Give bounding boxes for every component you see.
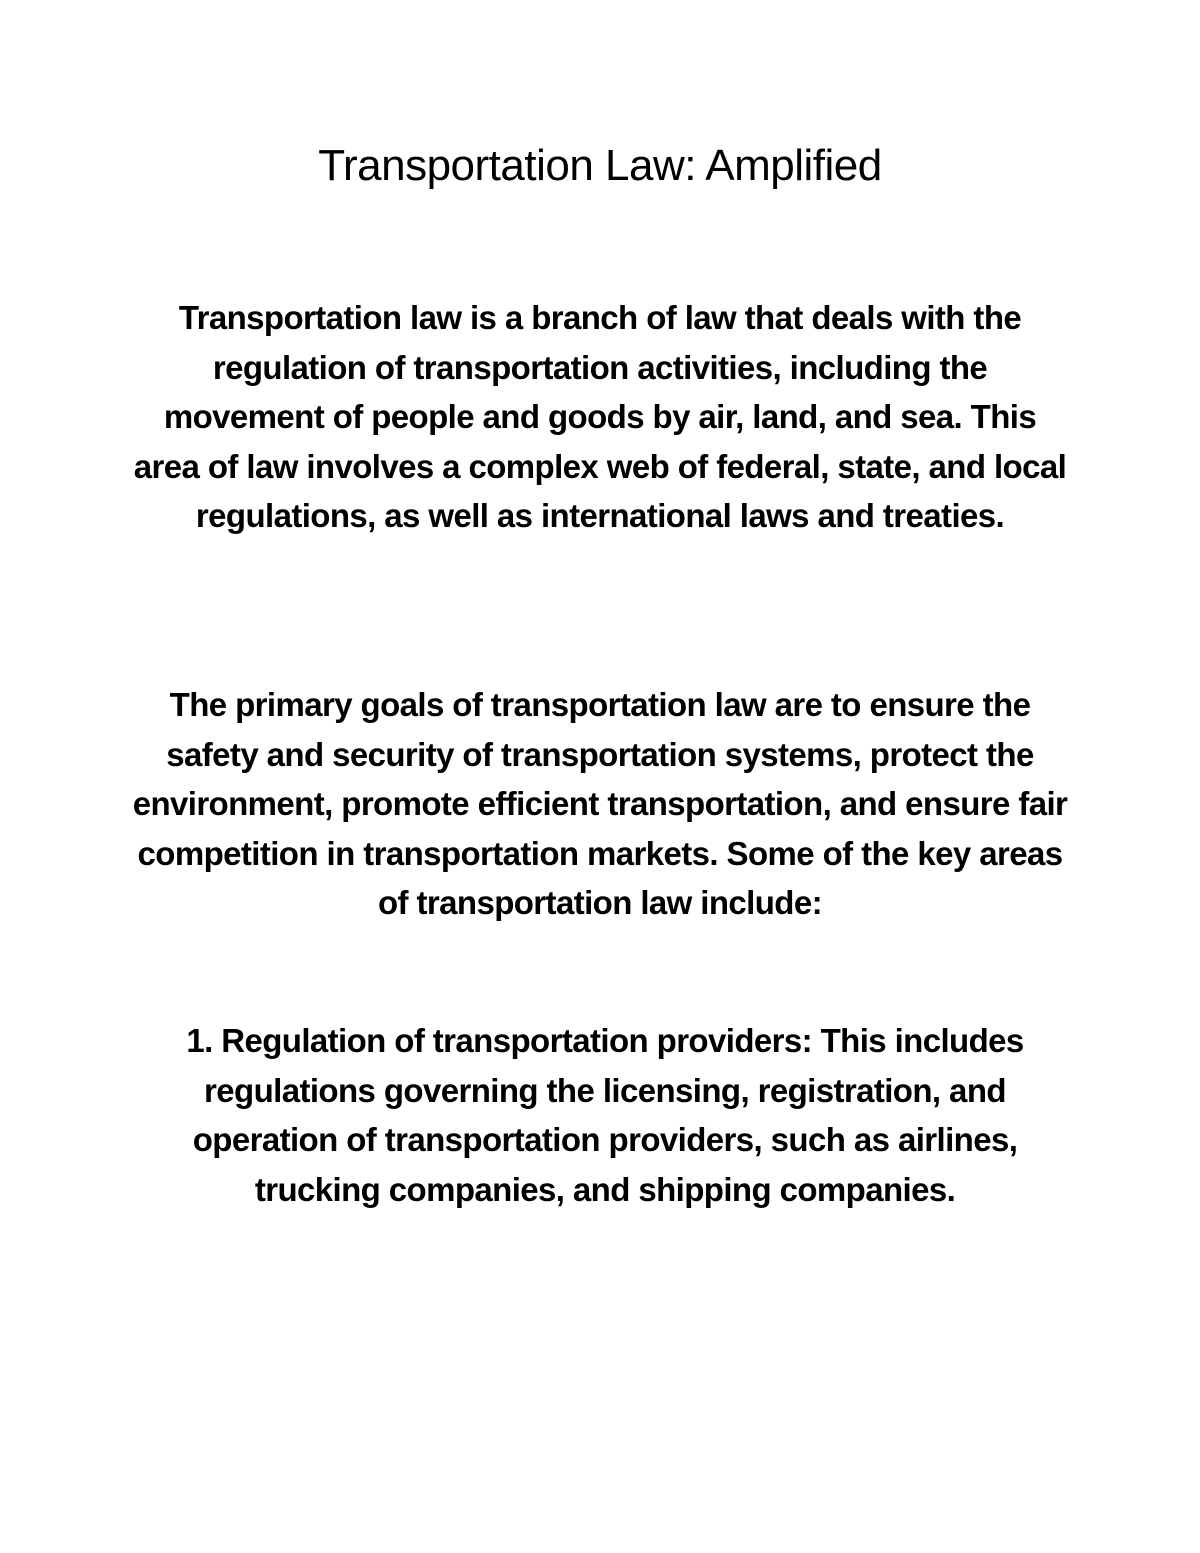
intro-paragraph: Transportation law is a branch of law that deals with the regulation of transportation activities, including the movement of people and goods by air, land, and sea. This area of law involves a complex web of federal, state, and local regulations, as well as international laws and treaties. xyxy=(133,299,1067,535)
document-title: Transportation Law: Amplified xyxy=(318,141,882,190)
list-item-paragraph: 1. Regulation of transportation providers: This includes regulations governing the licensing, registration, and operation of transportation providers, such as airlines, trucking companies, and shipping companies. xyxy=(186,1022,1024,1208)
goals-paragraph: The primary goals of transportation law are to ensure the safety and security of transportation systems, protect the environment, promote efficient transportation, and ensure fair competition in transportation markets. Some of the key areas of transportation law include: xyxy=(132,686,1068,922)
